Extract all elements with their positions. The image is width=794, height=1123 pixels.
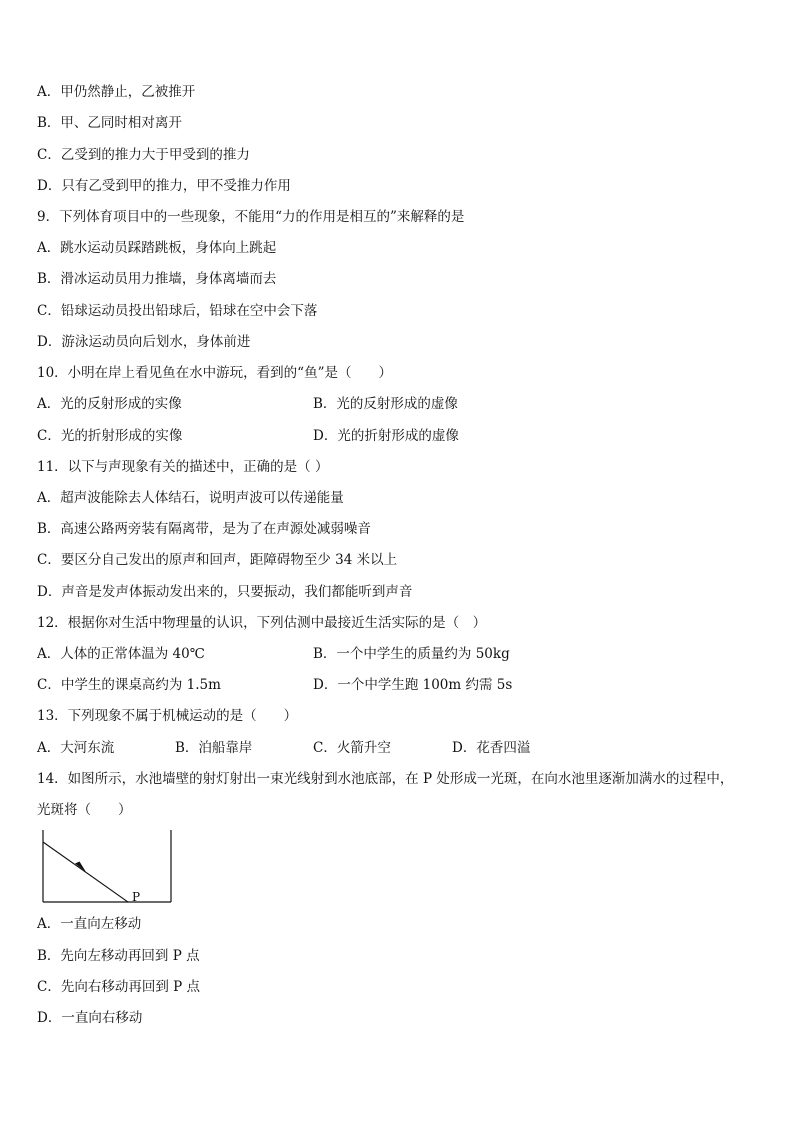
q14-option-a: A．一直向左移动 (37, 916, 142, 932)
q8-option-d: D．只有乙受到甲的推力，甲不受推力作用 (37, 178, 291, 194)
q11-option-b: B．高速公路两旁装有隔离带，是为了在声源处减弱噪音 (37, 521, 371, 537)
q14-option-d: D．一直向右移动 (37, 1010, 143, 1026)
q11-option-d: D．声音是发声体振动发出来的，只要振动，我们都能听到声音 (37, 584, 413, 600)
pool-light-diagram (40, 828, 174, 904)
q9-option-c: C．铅球运动员投出铅球后，铅球在空中会下落 (37, 303, 318, 319)
q8-option-c: C．乙受到的推力大于甲受到的推力 (37, 147, 250, 163)
q14-option-b: B．先向左移动再回到 P 点 (37, 948, 200, 964)
q11-stem: 11．以下与声现象有关的描述中，正确的是（ ） (37, 459, 329, 475)
q14-stem-line2: 光斑将（ ） (37, 802, 132, 818)
q10-option-d: D．光的折射形成的虚像 (313, 428, 459, 444)
q10-option-b: B．光的反射形成的虚像 (313, 396, 458, 412)
ray-arrow-icon (75, 862, 86, 873)
q10-option-c: C．光的折射形成的实像 (37, 428, 183, 444)
q14-stem-line1: 14．如图所示，水池墙壁的射灯射出一束光线射到水池底部，在 P 处形成一光斑，在向水池里逐渐加满水的过程中， (37, 771, 734, 787)
q11-option-c: C．要区分自己发出的原声和回声，距障碍物至少 34 米以上 (37, 552, 398, 568)
q8-option-a: A．甲仍然静止，乙被推开 (37, 84, 196, 100)
q9-option-a: A．跳水运动员踩踏跳板，身体向上跳起 (37, 240, 277, 256)
q12-option-c: C．中学生的课桌高约为 1.5m (37, 677, 221, 693)
q8-option-b: B．甲、乙同时相对离开 (37, 115, 182, 131)
q9-option-d: D．游泳运动员向后划水，身体前进 (37, 334, 251, 350)
q12-option-a: A．人体的正常体温为 40℃ (37, 646, 205, 662)
q12-option-d: D．一个中学生跑 100m 约需 5s (313, 677, 513, 693)
q13-option-d: D．花香四溢 (452, 740, 531, 756)
q13-option-b: B．泊船靠岸 (175, 740, 253, 756)
q14-option-c: C．先向右移动再回到 P 点 (37, 979, 200, 995)
light-ray (43, 842, 128, 902)
q12-option-b: B．一个中学生的质量约为 50kg (313, 646, 510, 662)
q10-stem: 10．小明在岸上看见鱼在水中游玩，看到的“鱼”是（ ） (37, 365, 392, 381)
point-p-label: P (132, 890, 141, 904)
q9-stem: 9．下列体育项目中的一些现象，不能用“力的作用是相互的”来解释的是 (37, 209, 465, 225)
q12-stem: 12．根据你对生活中物理量的认识，下列估测中最接近生活实际的是（ ） (37, 615, 487, 631)
q13-option-a: A．大河东流 (37, 740, 115, 756)
q11-option-a: A．超声波能除去人体结石，说明声波可以传递能量 (37, 490, 344, 506)
q10-option-a: A．光的反射形成的实像 (37, 396, 182, 412)
q9-option-b: B．滑冰运动员用力推墙，身体离墙而去 (37, 271, 277, 287)
q13-option-c: C．火箭升空 (313, 740, 391, 756)
q13-stem: 13．下列现象不属于机械运动的是（ ） (37, 708, 298, 724)
